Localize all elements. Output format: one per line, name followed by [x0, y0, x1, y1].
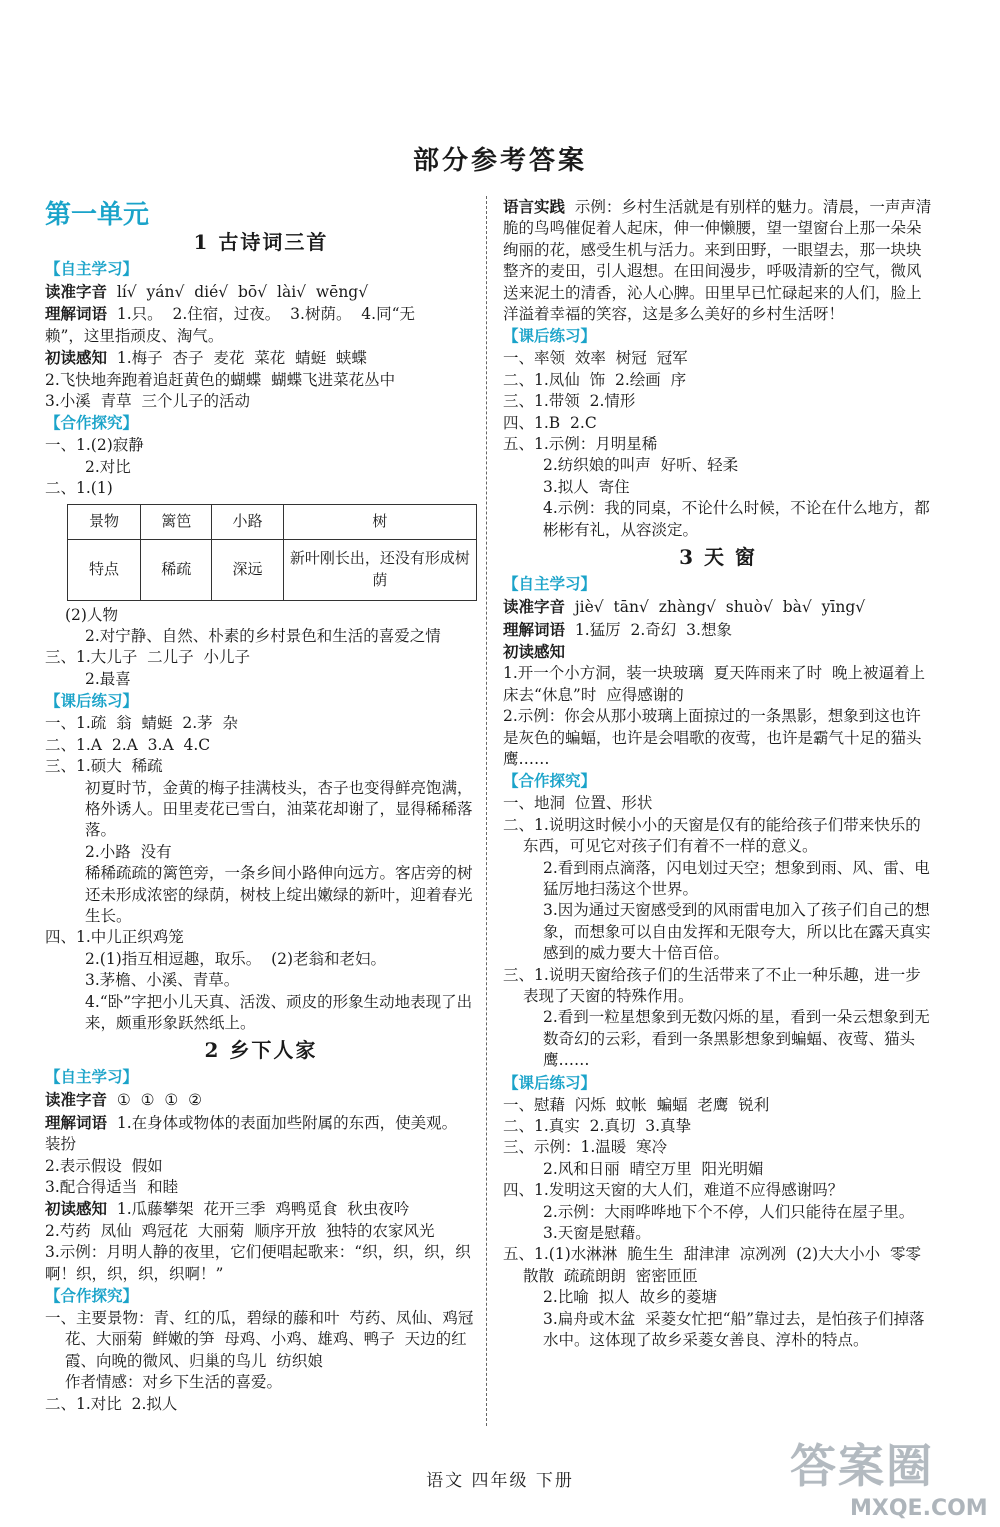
answer-text: 一、1.(2)寂静 — [45, 436, 144, 455]
answer-text: 2.看到一粒星想象到无数闪烁的星，看到一朵云想象到无数奇幻的云彩，看到一条黑影想象到蝙蝠、夜莺、猫头鹰…… — [543, 1008, 930, 1070]
answer-text: 初夏时节，金黄的梅子挂满枝头，杏子也变得鲜亮饱满，格外诱人。田里麦花已雪白，油菜花却谢了，显得稀稀落落。 — [85, 778, 473, 840]
answer-text: 二、1.(1) — [45, 479, 113, 498]
answer-line — [45, 842, 477, 863]
answer-line — [45, 1112, 477, 1156]
answer-text: 四、1.B 2.C — [503, 413, 597, 432]
answer-line — [45, 647, 477, 668]
answer-line — [45, 669, 477, 690]
answer-label: 初读感知 — [45, 348, 108, 368]
answer-line — [45, 347, 477, 369]
answer-text: 四、1.中儿正织鸡笼 — [45, 928, 184, 947]
answer-line — [503, 965, 933, 1008]
answer-text: 二、1.说明这时候小小的天窗是仅有的能给孩子们带来快乐的东西，可见它对孩子们有着不一样的意义。 — [503, 815, 921, 856]
answer-line — [45, 478, 477, 499]
answer-line — [45, 370, 477, 391]
answer-line — [45, 1177, 477, 1198]
table-header-cell: 篱笆 — [141, 504, 212, 539]
answer-text: 作者情感：对乡下生活的喜爱。 — [65, 1373, 283, 1392]
answer-text: 五、1.示例：月明星稀 — [503, 435, 658, 454]
answer-text: 稀稀疏疏的篱笆旁，一条乡间小路伸向远方。客店旁的树还未形成浓密的绿荫，树枝上绽出嫩绿的新叶，迎着春光生长。 — [85, 864, 473, 925]
answer-line — [503, 663, 933, 706]
answer-text: (2)人物 — [65, 605, 118, 624]
answer-line — [503, 391, 933, 412]
answer-line — [45, 778, 477, 842]
answer-line — [503, 196, 933, 325]
table-cell: 稀疏 — [141, 539, 212, 600]
answer-label: 读准字音 — [45, 282, 108, 301]
answer-text: lí√ yán√ dié√ bō√ lài√ wēng√ — [116, 283, 369, 301]
answer-text: 4.示例：我的同桌，不论什么时候，不论在什么地方，都彬彬有礼，从容淡定。 — [543, 499, 930, 539]
answer-text: 2.飞快地奔跑着追赶黄色的蝴蝶 蝴蝶飞进菜花丛中 — [45, 370, 396, 389]
section-heading: 【课后练习】 — [503, 1073, 597, 1092]
answer-text: 三、1.大儿子 二儿子 小儿子 — [45, 648, 250, 667]
answer-line — [503, 596, 933, 618]
column-divider — [486, 196, 487, 1426]
answer-text: 1.只。 2.住宿，过夜。 3.树荫。 4.同“无 — [116, 305, 416, 324]
answer-line — [45, 1372, 477, 1393]
answer-text: 二、1.凤仙 饰 2.绘画 序 — [503, 370, 687, 389]
answer-text: 三、1.带领 2.情形 — [503, 392, 636, 411]
answer-line — [45, 713, 477, 734]
answer-line — [45, 863, 477, 927]
answer-text: 2.看到雨点滴落，闪电划过天空；想象到雨、风、雷、电猛厉地扫荡这个世界。 — [543, 858, 930, 898]
answer-line — [503, 619, 933, 641]
section-heading: 【自主学习】 — [503, 575, 597, 594]
answer-line — [45, 1308, 477, 1372]
answer-line — [503, 477, 933, 498]
answer-line — [45, 1242, 477, 1285]
section-heading: 【自主学习】 — [45, 1068, 139, 1087]
answer-line — [503, 370, 933, 391]
section-heading: 【课后练习】 — [503, 327, 597, 346]
answer-text: 2.示例：大雨哗哗地下个不停，人们只能待在屋子里。 — [543, 1202, 915, 1221]
section-heading: 【课后练习】 — [45, 692, 139, 711]
answer-label: 理解词语 — [503, 619, 566, 639]
answer-line — [503, 900, 933, 964]
answer-label: 语言实践 — [503, 197, 566, 216]
answer-text: 3.示例：月明人静的夜里，它们便唱起歌来：“织，织，织，织啊！织，织，织，织啊！” — [45, 1243, 471, 1283]
answer-text: 二、1.真实 2.真切 3.真挚 — [503, 1117, 692, 1136]
answer-line — [45, 927, 477, 948]
answer-line — [45, 391, 477, 412]
answer-line — [45, 1394, 477, 1415]
answer-line — [503, 498, 933, 541]
section-heading: 【自主学习】 — [45, 260, 139, 278]
answer-text: 2.比喻 拟人 故乡的菱塘 — [543, 1288, 717, 1307]
answer-text: 1.开一个小方洞，装一块玻璃 夏天阵雨来了时 晚上被逼着上床去“休息”时 应得感谢的 — [503, 664, 925, 704]
answer-text: 2.对宁静、自然、朴素的乡村景色和生活的喜爱之情 — [85, 627, 441, 646]
answer-line — [45, 1089, 477, 1111]
answer-text: 1.瓜藤攀架 花开三季 鸡鸭觅食 秋虫夜吟 — [116, 1200, 410, 1219]
answer-line — [503, 455, 933, 476]
watermark-site: MXQE.COM — [850, 1496, 988, 1521]
answer-text: 4.“卧”字把小儿天真、活泼、顽皮的形象生动地表现了出来，颇重形象跃然纸上。 — [85, 992, 473, 1032]
answer-line — [45, 949, 477, 970]
answer-line — [45, 303, 477, 325]
answer-text: 3.拟人 寄住 — [543, 477, 630, 496]
answer-text: 三、示例：1.温暖 寒冷 — [503, 1138, 668, 1157]
answer-text: 示例：乡村生活就是有别样的魅力。清晨，一声声清脆的鸟鸣催促着人起床，伸一伸懒腰，望一望窗台上那一朵朵绚丽的花，感受生机与活力。来到田野，一眼望去，那一块块整齐的麦田，引人遐想。在田间漫步，呼吸清新的空气，微风送来泥土的清香，沁人心脾。田里早已忙碌起来的人们，脸上洋溢着幸福的笑容，这是多么美好的乡村生活呀！ — [503, 198, 932, 324]
answer-text: 2.风和日丽 晴空万里 阳光明媚 — [543, 1159, 764, 1178]
answer-line — [503, 348, 933, 369]
section-heading: 【合作探究】 — [45, 1287, 139, 1306]
answer-text: 一、1.疏 翁 蜻蜓 2.茅 杂 — [45, 714, 238, 733]
answer-text: 二、1.对比 2.拟人 — [45, 1394, 178, 1413]
answer-text: 2.示例：你会从那小玻璃上面掠过的一条黑影，想象到这也许是灰色的蝙蝠，也许是会唱歌的夜莺，也许是霸气十足的猫头鹰…… — [503, 707, 922, 768]
table-cell: 特点 — [68, 539, 141, 600]
answer-line — [45, 756, 477, 777]
answer-line — [503, 1223, 933, 1244]
answer-line — [503, 706, 933, 770]
answer-text: 3.天窗是慰藉。 — [543, 1224, 651, 1243]
answer-text: 二、1.A 2.A 3.A 4.C — [45, 735, 211, 754]
answer-line — [503, 413, 933, 434]
section-heading: 【合作探究】 — [45, 414, 139, 433]
answer-line — [45, 1198, 477, 1220]
answer-line — [503, 793, 933, 814]
answer-line — [503, 1137, 933, 1158]
answer-text: 1.猛厉 2.奇幻 3.想象 — [574, 620, 732, 639]
answer-text: 一、慰藉 闪烁 蚊帐 蝙蝠 老鹰 锐利 — [503, 1095, 770, 1114]
watermark-main: 答案圈 — [790, 1439, 934, 1493]
answer-line — [45, 1221, 477, 1242]
answer-line — [503, 1095, 933, 1116]
table-cell: 新叶刚长出，还没有形成树荫 — [283, 539, 476, 600]
answer-text: 赖”，这里指顽皮、淘气。 — [45, 326, 224, 345]
answer-line — [503, 1202, 933, 1223]
table-cell: 深远 — [212, 539, 283, 600]
answer-text: 2.对比 — [85, 457, 131, 476]
answer-label: 读准字音 — [45, 1090, 108, 1110]
answer-label: 读准字音 — [503, 597, 566, 617]
answer-text: 三、1.硕大 稀疏 — [45, 757, 163, 776]
answer-label: 初读感知 — [45, 1199, 108, 1219]
answer-line — [45, 1156, 477, 1177]
answer-text: jiè√ tān√ zhàng√ shuò√ bà√ yīng√ — [574, 598, 866, 617]
answer-line — [503, 1244, 933, 1287]
answer-line — [45, 735, 477, 756]
table-header-cell: 景物 — [68, 504, 141, 539]
watermark-logo — [790, 1430, 990, 1522]
table-header-cell: 小路 — [212, 504, 283, 539]
answer-line — [45, 435, 477, 456]
answer-line — [503, 1007, 933, 1071]
left-column — [45, 196, 477, 1415]
answer-text: 2.(1)指互相逗趣，取乐。 (2)老翁和老妇。 — [85, 949, 387, 968]
answer-line — [503, 1309, 933, 1352]
answer-text: 3.小溪 青草 三个儿子的活动 — [45, 392, 250, 411]
unit-title: 第一单元 — [45, 200, 150, 230]
answer-text: 1.梅子 杏子 麦花 菜花 蜻蜓 蛱蝶 — [116, 349, 367, 368]
answer-line — [503, 641, 933, 663]
answer-line — [45, 626, 477, 647]
answer-text: 3.配合得适当 和睦 — [45, 1178, 179, 1196]
page-footer: 语文 四年级 下册 — [426, 1471, 574, 1491]
answer-text: 3.因为通过天窗感受到的风雨雷电加入了孩子们自己的想象，而想象可以自由发挥和无限夸大，所以比在露天真实感到的威力要大十倍百倍。 — [543, 901, 931, 963]
page-title: 部分参考答案 — [412, 146, 587, 176]
answer-line — [45, 281, 477, 303]
answer-line — [503, 1287, 933, 1308]
answer-line — [503, 1180, 933, 1201]
right-column — [503, 196, 933, 1352]
answer-line — [503, 1116, 933, 1137]
answer-text: 一、主要景物：青、红的瓜，碧绿的藤和叶 芍药、凤仙、鸡冠花、大丽菊 鲜嫩的笋 母鸡、小鸡、雄鸡、鸭子 天边的红霞、向晚的微风、归巢的鸟儿 纺织娘 — [45, 1309, 474, 1370]
answer-text: 2.小路 没有 — [85, 842, 172, 861]
answer-text: 一、率领 效率 树冠 冠军 — [503, 349, 688, 368]
answer-line — [45, 970, 477, 991]
lesson-title: 1 古诗词三首 — [193, 230, 329, 254]
answer-line — [45, 457, 477, 478]
answer-text: 一、地洞 位置、形状 — [503, 794, 653, 813]
answer-line — [45, 605, 477, 626]
answer-line — [503, 434, 933, 455]
answer-text: 四、1.发明这天窗的大人们，难道不应得感谢吗？ — [503, 1181, 844, 1200]
lesson-title: 3 天 窗 — [679, 545, 757, 570]
answer-line — [503, 1159, 933, 1180]
answer-text: 三、1.说明天窗给孩子们的生活带来了不止一种乐趣，进一步表现了天窗的特殊作用。 — [503, 965, 921, 1005]
answer-label: 理解词语 — [45, 1112, 108, 1132]
answer-label: 初读感知 — [503, 641, 566, 661]
answer-text: 1.在身体或物体的表面加些附属的东西，使美观。 装扮 — [45, 1113, 468, 1154]
answer-line — [45, 992, 477, 1035]
answer-text: 2.纺织娘的叫声 好听、轻柔 — [543, 456, 739, 475]
answer-text: 3.茅檐、小溪、青草。 — [85, 971, 240, 990]
answer-text: ① ① ① ② — [116, 1091, 203, 1110]
table-header-cell: 树 — [283, 504, 476, 539]
answer-line — [503, 858, 933, 901]
answer-line — [45, 326, 477, 347]
answer-text: 2.芍药 凤仙 鸡冠花 大丽菊 顺序开放 独特的农家风光 — [45, 1221, 435, 1240]
lesson-title: 2 乡下人家 — [204, 1038, 318, 1063]
answer-line — [503, 815, 933, 858]
answer-text: 3.扁舟或木盆 采菱女忙把“船”靠过去，是怕孩子们掉落水中。这体现了故乡采菱女善良、淳朴的特点。 — [543, 1309, 925, 1350]
section-heading: 【合作探究】 — [503, 772, 597, 791]
answer-text: 五、1.(1)水淋淋 脆生生 甜津津 凉冽冽 (2)大大小小 零零散散 疏疏朗朗 密密匝匝 — [503, 1245, 921, 1285]
answer-label: 理解词语 — [45, 304, 108, 324]
answer-text: 2.最喜 — [85, 669, 131, 688]
answer-table — [67, 504, 477, 601]
answer-text: 2.表示假设 假如 — [45, 1156, 163, 1175]
